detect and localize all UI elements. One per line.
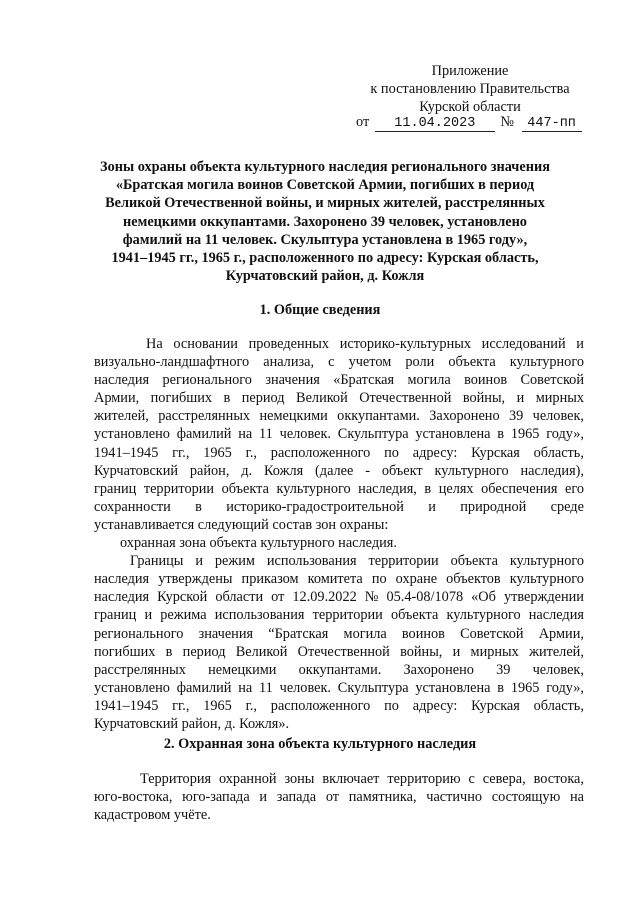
text-line (94, 588, 584, 606)
word: объекта (450, 553, 498, 570)
word: немецкими (208, 661, 277, 678)
title-line: Великой Отечественной войны, и мирных жителей, расстрелянных (105, 195, 545, 212)
word: учетом (348, 354, 392, 371)
date-prefix: от (356, 114, 370, 130)
word: - (365, 462, 370, 479)
word: 1941–1945 (94, 444, 159, 461)
word: с (468, 771, 475, 787)
word: область, (533, 444, 584, 461)
title-line: Курчатовский район, д. Кожля (225, 268, 425, 285)
text-line (94, 715, 584, 733)
word: на (238, 426, 253, 443)
word: охране (395, 571, 438, 588)
word: в (223, 390, 231, 407)
word: наследия (94, 372, 150, 389)
word: наследия, (358, 480, 417, 497)
word: утверждены (158, 571, 233, 588)
word: области (215, 589, 264, 606)
word: адресу: (412, 697, 458, 714)
word: погибших (150, 390, 213, 407)
text-line (94, 534, 584, 552)
word: его (564, 480, 584, 497)
word: 05.4-08/1078 (386, 589, 464, 606)
word: Курчатовский район, д. Кожля». (94, 715, 290, 732)
word: и (428, 498, 436, 515)
word: расстрелянных (158, 408, 251, 425)
word: целях (438, 480, 474, 497)
word: использования (214, 607, 305, 624)
word: район, (189, 462, 230, 479)
word: 11 (259, 426, 273, 443)
word: в (497, 679, 505, 696)
word: наследия (94, 571, 150, 588)
word: году», (546, 679, 584, 696)
word: Границы (130, 553, 184, 570)
word: и (516, 390, 525, 407)
word: году», (546, 426, 584, 443)
word: Курская (471, 697, 520, 714)
word: визуально-ландшафтного (94, 354, 250, 371)
word: режим (214, 553, 255, 570)
word: кадастровом учёте. (94, 807, 211, 824)
word: использования (266, 553, 357, 570)
word: и (452, 643, 461, 660)
word: 1965 (203, 697, 232, 714)
word: по (384, 697, 399, 714)
word: Скульптура (337, 679, 409, 696)
word: 1941–1945 (94, 697, 159, 714)
word: Армии, (538, 625, 584, 642)
word: на (238, 679, 253, 696)
word: с (328, 354, 335, 371)
word: анализа, (263, 354, 315, 371)
word: зоны (284, 771, 315, 787)
word: погибших (94, 643, 156, 660)
appendix-line: к постановлению Правительства (370, 81, 570, 97)
word: и (259, 789, 268, 806)
word: культурного (446, 607, 521, 624)
title-line: Зоны охраны объекта культурного наследия регионального значения (100, 159, 550, 175)
appendix-line: Курской области (419, 99, 521, 115)
word: границ (94, 607, 137, 624)
word: в (195, 498, 202, 515)
word: утверждении (503, 589, 584, 606)
resolution-number: 447-пп (522, 116, 582, 132)
text-line (94, 462, 584, 480)
word: могила (343, 625, 387, 642)
word: На (146, 336, 163, 352)
word: жителей, (94, 408, 149, 425)
word: в (497, 426, 505, 443)
word: расположенного (270, 444, 371, 461)
word: г., (245, 697, 257, 714)
word: запада (276, 789, 317, 806)
word: по (384, 444, 399, 461)
text-line (94, 625, 584, 643)
word: юго-востока, (94, 789, 173, 806)
word: роли (405, 354, 435, 371)
word: г., (245, 444, 257, 461)
word: режима (160, 607, 207, 624)
word: фамилий (176, 679, 232, 696)
text-line (94, 770, 584, 788)
word: и (195, 553, 203, 570)
word: среде (550, 498, 584, 515)
word: жителей, (529, 643, 584, 660)
word: по (371, 571, 387, 588)
word: наследия (94, 589, 150, 606)
word: “Братская (268, 625, 329, 642)
word: наследия), (520, 462, 584, 479)
word: установлена (415, 426, 491, 443)
section-heading-general: 1. Общие сведения (259, 302, 381, 318)
word: культурного (509, 354, 584, 371)
word: 39 (508, 408, 524, 425)
section-body-general (94, 335, 584, 733)
word: охранной (218, 771, 277, 787)
word: культурного (434, 462, 509, 479)
word: (далее (315, 462, 354, 479)
word: человек, (532, 408, 584, 425)
word: основании (173, 336, 238, 352)
word: войны, (400, 643, 443, 660)
word: Захоронено (429, 408, 500, 425)
word: период (241, 390, 285, 407)
word: от (271, 589, 285, 606)
word: человек. (279, 679, 331, 696)
word: востока, (533, 771, 584, 787)
word: природной (460, 498, 527, 515)
text-line (94, 389, 584, 407)
text-line (94, 661, 584, 679)
word: и (576, 336, 584, 352)
word: Курской (157, 589, 208, 606)
resolution-date: 11.04.2023 (375, 116, 495, 132)
word: Курчатовский (94, 462, 179, 479)
word: объекта (390, 607, 439, 624)
word: территории (143, 480, 215, 497)
title-line: немецкими оккупантами. Захоронено 39 человек, установлено (123, 213, 527, 230)
title-line: 1941–1945 гг., 1965 г., расположенного по адресу: Курская область, (111, 250, 539, 267)
word: объект (381, 462, 423, 479)
text-line (94, 371, 584, 389)
word: установлено (94, 679, 170, 696)
text-line (94, 407, 584, 425)
word: адресу: (412, 444, 458, 461)
word: оккупантами. (298, 661, 382, 678)
text-line (94, 788, 584, 806)
appendix-line: Приложение (431, 63, 509, 79)
word: территории (312, 607, 383, 624)
word: и (144, 607, 153, 624)
word: «Братская (333, 372, 395, 389)
appendix-block (340, 62, 600, 116)
document-title (85, 158, 565, 285)
title-line: фамилий на 11 человек. Скульптура установлена в 1965 году», (122, 231, 528, 248)
word: оккупантами. (337, 408, 420, 425)
word: гг., (172, 444, 190, 461)
word: территории (368, 553, 439, 570)
word: историко-градостроительной (226, 498, 404, 515)
word: в (165, 643, 173, 660)
resolution-date-line (356, 114, 582, 132)
word: значения (198, 625, 254, 642)
word: мирных (535, 390, 584, 407)
text-line (94, 606, 584, 624)
word: 12.09.2022 (292, 589, 357, 606)
word: человек. (279, 426, 331, 443)
word: «Об (471, 589, 496, 606)
word: Отечественной (359, 390, 452, 407)
word: культурного (276, 480, 351, 497)
word: сохранности (94, 498, 171, 515)
word: Территория (140, 771, 212, 787)
text-line (94, 570, 584, 588)
word: № (364, 589, 379, 606)
word: охранная зона объекта культурного наследия. (120, 535, 397, 552)
word: расстрелянных (94, 661, 186, 678)
word: человек, (532, 661, 584, 678)
word: объекта (221, 480, 269, 497)
word: объектов (446, 571, 501, 588)
word: мирных (470, 643, 519, 660)
word: Советской (460, 625, 524, 642)
text-line (94, 552, 584, 570)
word: обеспечения (481, 480, 558, 497)
word: исследований (481, 336, 566, 352)
text-line (94, 425, 584, 443)
word: юго-запада (182, 789, 250, 806)
word: 1965 (510, 426, 540, 443)
word: от (325, 789, 340, 806)
word: Захоронено (403, 661, 474, 678)
text-line (94, 643, 584, 661)
word: включает (322, 771, 380, 787)
word: памятника, (348, 789, 417, 806)
word: регионального (162, 372, 252, 389)
word: гг., (172, 697, 190, 714)
word: Отечественной (297, 643, 390, 660)
word: на (569, 789, 584, 806)
text-line (94, 679, 584, 697)
word: границ (94, 480, 137, 497)
word: Великой (296, 390, 348, 407)
word: немецкими (259, 408, 328, 425)
word: приказом (241, 571, 299, 588)
word: период (182, 643, 226, 660)
word: частично (426, 789, 483, 806)
word: область, (533, 697, 584, 714)
text-line (94, 498, 584, 516)
word: 1965 (510, 679, 540, 696)
text-line (94, 335, 584, 353)
word: войны, (462, 390, 506, 407)
word: состоящую (491, 789, 561, 806)
word: Скульптура (337, 426, 409, 443)
word: Кожля (263, 462, 304, 479)
word: севера, (482, 771, 526, 787)
word: проведенных (248, 336, 330, 352)
word: Советской (520, 372, 584, 389)
word: установлена (415, 679, 491, 696)
text-line (94, 444, 584, 462)
text-line (94, 697, 584, 715)
word: фамилий (176, 426, 232, 443)
word: д. (241, 462, 253, 479)
number-prefix: № (500, 114, 515, 130)
word: комитета (307, 571, 363, 588)
word: в (424, 480, 432, 497)
word: культурного (509, 571, 584, 588)
word: наследия (528, 607, 584, 624)
word: воинов (464, 372, 508, 389)
word: могила (407, 372, 451, 389)
word: устанавливается следующий состав зон охраны: (94, 516, 389, 533)
text-line (94, 516, 584, 534)
word: территорию (387, 771, 461, 787)
word: историко-культурных (339, 336, 471, 352)
text-line (94, 806, 584, 824)
word: установлено (94, 426, 170, 443)
word: культурного (509, 553, 584, 570)
word: Курская (471, 444, 520, 461)
word: воинов (401, 625, 445, 642)
word: значения (265, 372, 320, 389)
word: регионального (94, 625, 184, 642)
title-line: «Братская могила воинов Советской Армии, погибших в период (115, 177, 535, 194)
text-line (94, 353, 584, 371)
word: объекта (448, 354, 496, 371)
word: расположенного (270, 697, 371, 714)
text-line (94, 480, 584, 498)
section-heading-protection-zone: 2. Охранная зона объекта культурного наследия (163, 736, 477, 752)
word: Великой (235, 643, 288, 660)
word: 11 (259, 679, 273, 696)
word: 39 (496, 661, 511, 678)
word: Армии, (94, 390, 140, 407)
section-body-protection-zone (94, 770, 584, 824)
word: 1965 (203, 444, 232, 461)
